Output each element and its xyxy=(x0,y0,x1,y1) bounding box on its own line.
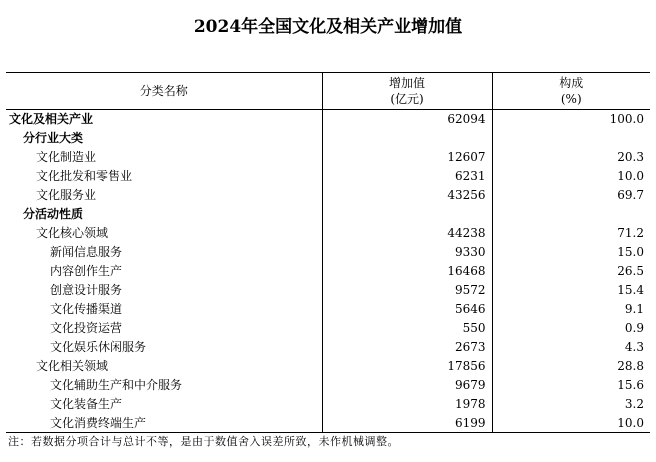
row-share: 28.8 xyxy=(492,357,650,376)
table-row xyxy=(6,129,650,148)
table-row xyxy=(6,148,650,167)
row-share: 15.4 xyxy=(492,281,650,300)
row-name: 文化传播渠道 xyxy=(50,302,123,316)
row-value: 9572 xyxy=(322,281,492,300)
row-share: 3.2 xyxy=(492,395,650,414)
header-share-unit: (%) xyxy=(560,92,582,106)
header-value-label: 增加值 xyxy=(388,76,425,90)
row-value: 62094 xyxy=(322,110,492,129)
row-name: 文化投资运营 xyxy=(50,321,123,335)
table-row xyxy=(6,167,650,186)
row-value: 9679 xyxy=(322,376,492,395)
row-value: 1978 xyxy=(322,395,492,414)
table-row xyxy=(6,224,650,243)
row-name: 文化装备生产 xyxy=(50,397,123,411)
row-share xyxy=(492,205,650,224)
row-share: 71.2 xyxy=(492,224,650,243)
row-share xyxy=(492,129,650,148)
row-share: 26.5 xyxy=(492,262,650,281)
header-share xyxy=(492,73,650,110)
row-share: 9.1 xyxy=(492,300,650,319)
row-share: 10.0 xyxy=(492,167,650,186)
row-name: 文化核心领域 xyxy=(36,226,109,240)
row-value: 5646 xyxy=(322,300,492,319)
row-name: 内容创作生产 xyxy=(50,264,123,278)
row-name: 分行业大类 xyxy=(23,131,84,145)
row-value: 9330 xyxy=(322,243,492,262)
row-value: 12607 xyxy=(322,148,492,167)
data-table xyxy=(6,72,650,433)
table-row xyxy=(6,186,650,205)
table-row xyxy=(6,110,650,129)
header-category: 分类名称 xyxy=(6,73,322,110)
row-name: 新闻信息服务 xyxy=(50,245,123,259)
row-name: 创意设计服务 xyxy=(50,283,123,297)
table-row xyxy=(6,338,650,357)
table-body xyxy=(6,110,650,433)
header-value-unit: (亿元) xyxy=(390,92,424,106)
table-row xyxy=(6,281,650,300)
row-name: 文化消费终端生产 xyxy=(6,414,322,433)
row-value xyxy=(322,129,492,148)
row-name: 文化服务业 xyxy=(36,188,97,202)
table-row xyxy=(6,376,650,395)
row-value: 6231 xyxy=(322,167,492,186)
row-value: 44238 xyxy=(322,224,492,243)
row-value: 6199 xyxy=(322,414,492,433)
footnote: 注：若数据分项合计与总计不等，是由于数值舍入误差所致，未作机械调整。 xyxy=(8,435,399,448)
row-value: 16468 xyxy=(322,262,492,281)
header-row xyxy=(6,73,650,110)
row-share: 15.6 xyxy=(492,376,650,395)
row-value: 43256 xyxy=(322,186,492,205)
row-value: 2673 xyxy=(322,338,492,357)
row-value: 550 xyxy=(322,319,492,338)
row-share: 10.0 xyxy=(492,414,650,433)
row-share: 15.0 xyxy=(492,243,650,262)
table-row xyxy=(6,262,650,281)
row-share: 20.3 xyxy=(492,148,650,167)
table-row xyxy=(6,319,650,338)
table-row xyxy=(6,243,650,262)
row-name: 文化娱乐休闲服务 xyxy=(50,340,147,354)
header-share-label: 构成 xyxy=(559,76,584,90)
row-value: 17856 xyxy=(322,357,492,376)
page-title: 2024年全国文化及相关产业增加值 xyxy=(193,17,463,37)
table-row xyxy=(6,414,650,433)
table-row xyxy=(6,205,650,224)
row-name: 文化辅助生产和中介服务 xyxy=(50,378,183,392)
row-share: 4.3 xyxy=(492,338,650,357)
row-share: 0.9 xyxy=(492,319,650,338)
row-share: 100.0 xyxy=(492,110,650,129)
table-row xyxy=(6,395,650,414)
row-name: 文化批发和零售业 xyxy=(36,169,133,183)
row-name: 文化制造业 xyxy=(36,150,97,164)
table-header xyxy=(6,73,650,110)
table-row xyxy=(6,357,650,376)
row-name: 分活动性质 xyxy=(23,207,84,221)
row-value xyxy=(322,205,492,224)
row-share: 69.7 xyxy=(492,186,650,205)
row-name: 文化及相关产业 xyxy=(9,112,94,127)
table-row xyxy=(6,300,650,319)
row-name: 文化相关领域 xyxy=(36,359,109,373)
header-value xyxy=(322,73,492,110)
